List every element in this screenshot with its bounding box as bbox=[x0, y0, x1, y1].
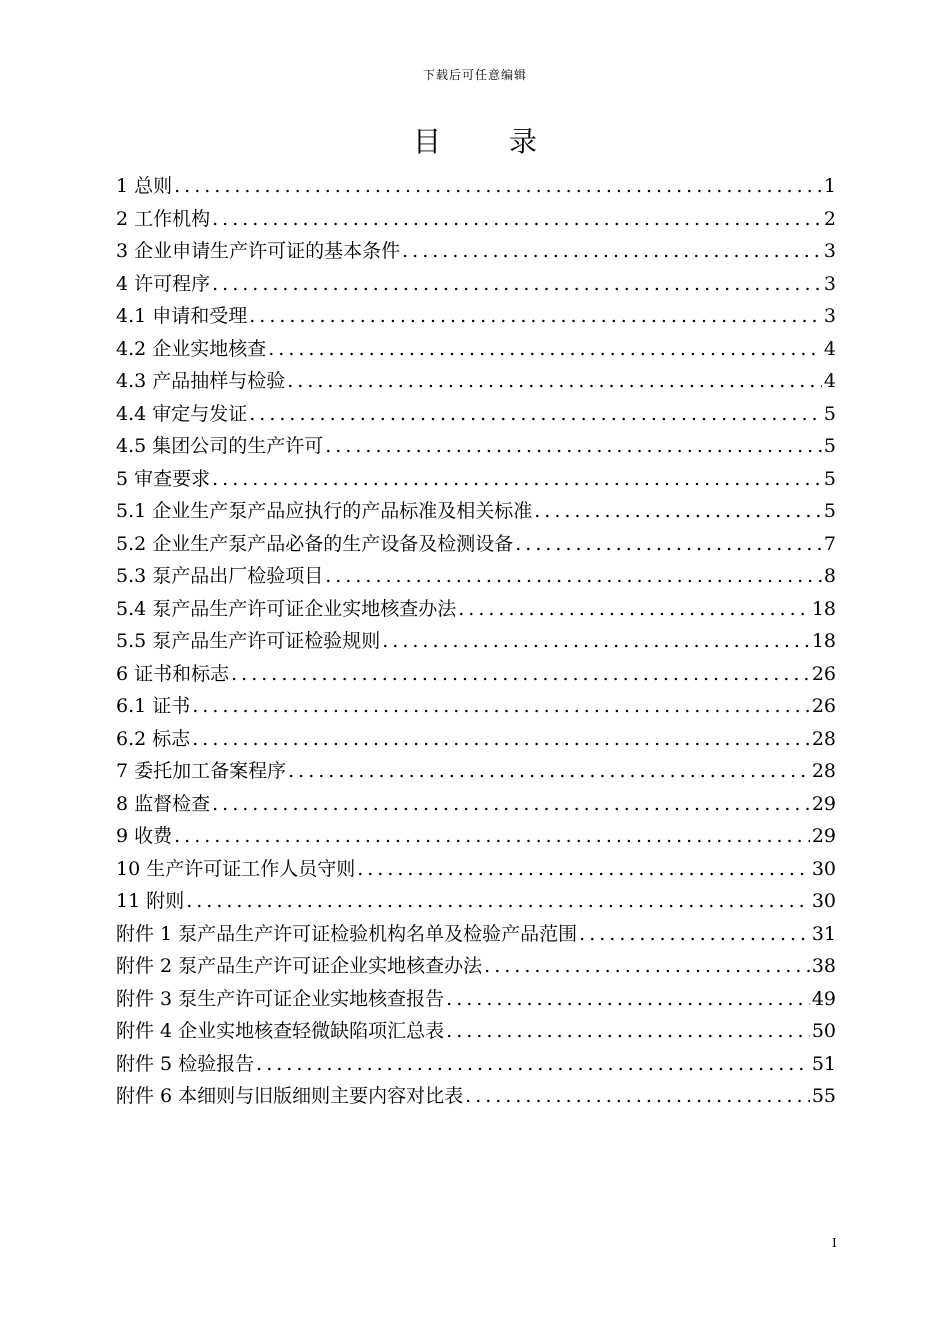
toc-entry-page-number: 5 bbox=[823, 402, 836, 425]
toc-dot-leader bbox=[212, 203, 822, 236]
toc-entry[interactable] bbox=[116, 170, 836, 203]
toc-entry-page-number: 28 bbox=[811, 760, 836, 782]
toc-entry[interactable] bbox=[116, 918, 836, 951]
toc-entry[interactable] bbox=[116, 398, 836, 431]
toc-entry-label: 4.2 企业实地核查 bbox=[116, 337, 267, 360]
toc-entry-label: 6 证书和标志 bbox=[116, 662, 230, 685]
toc-entry-page-number: 55 bbox=[811, 1085, 836, 1107]
toc-entry-label: 6.2 标志 bbox=[116, 727, 191, 750]
title-char-left: 目 bbox=[412, 125, 441, 158]
toc-dot-leader bbox=[256, 1048, 810, 1081]
toc-entry[interactable] bbox=[116, 495, 836, 528]
toc-entry-label: 5.3 泵产品出厂检验项目 bbox=[116, 565, 324, 587]
toc-entry[interactable] bbox=[116, 853, 836, 886]
toc-entry-page-number: 2 bbox=[823, 207, 836, 230]
toc-dot-leader bbox=[268, 333, 822, 366]
toc-entry[interactable] bbox=[116, 690, 836, 723]
page-number-footer: I bbox=[832, 1236, 837, 1250]
toc-entry-page-number: 3 bbox=[823, 272, 836, 295]
toc-entry-label: 5.1 企业生产泵产品应执行的产品标准及相关标准 bbox=[116, 500, 533, 522]
title-char-right: 录 bbox=[509, 125, 538, 158]
toc-dot-leader bbox=[465, 1080, 810, 1113]
toc-entry[interactable] bbox=[116, 593, 836, 626]
toc-entry-label: 5 审查要求 bbox=[116, 467, 211, 490]
toc-dot-leader bbox=[287, 365, 822, 398]
toc-entry-page-number: 28 bbox=[811, 727, 836, 750]
toc-dot-leader bbox=[325, 560, 822, 593]
toc-entry[interactable] bbox=[116, 658, 836, 691]
toc-entry-page-number: 49 bbox=[811, 987, 836, 1010]
toc-entry[interactable] bbox=[116, 365, 836, 398]
page-title bbox=[0, 120, 950, 160]
toc-dot-leader bbox=[515, 528, 822, 561]
toc-entry-label: 1 总则 bbox=[116, 175, 173, 197]
toc-entry-page-number: 29 bbox=[811, 825, 836, 847]
toc-entry[interactable] bbox=[116, 333, 836, 366]
toc-entry[interactable] bbox=[116, 820, 836, 853]
toc-entry[interactable] bbox=[116, 268, 836, 301]
toc-entry-page-number: 50 bbox=[811, 1020, 836, 1042]
toc-entry-page-number: 38 bbox=[811, 955, 836, 977]
toc-entry-label: 5.4 泵产品生产许可证企业实地核查办法 bbox=[116, 597, 457, 620]
toc-entry[interactable] bbox=[116, 788, 836, 821]
toc-dot-leader bbox=[579, 918, 810, 951]
toc-entry-label: 9 收费 bbox=[116, 825, 173, 847]
toc-entry-page-number: 51 bbox=[811, 1052, 836, 1075]
toc-entry-page-number: 3 bbox=[823, 240, 836, 262]
toc-entry[interactable] bbox=[116, 1048, 836, 1081]
toc-entry-label: 5.2 企业生产泵产品必备的生产设备及检测设备 bbox=[116, 532, 514, 555]
toc-entry[interactable] bbox=[116, 723, 836, 756]
toc-entry-page-number: 3 bbox=[823, 305, 836, 327]
toc-entry-label: 附件 3 泵生产许可证企业实地核查报告 bbox=[116, 987, 445, 1010]
toc-entry-page-number: 30 bbox=[811, 890, 836, 912]
toc-entry[interactable] bbox=[116, 1080, 836, 1113]
toc-entry-label: 附件 4 企业实地核查轻微缺陷项汇总表 bbox=[116, 1020, 445, 1042]
toc-entry-label: 8 监督检查 bbox=[116, 792, 211, 815]
toc-entry[interactable] bbox=[116, 300, 836, 333]
toc-dot-leader bbox=[249, 300, 822, 333]
toc-dot-leader bbox=[249, 398, 822, 431]
toc-dot-leader bbox=[288, 755, 810, 788]
toc-entry-label: 附件 5 检验报告 bbox=[116, 1052, 255, 1075]
toc-entry-label: 6.1 证书 bbox=[116, 695, 191, 717]
toc-entry-label: 4.1 申请和受理 bbox=[116, 305, 248, 327]
toc-entry-label: 附件 2 泵产品生产许可证企业实地核查办法 bbox=[116, 955, 483, 977]
toc-dot-leader bbox=[212, 788, 810, 821]
table-of-contents bbox=[116, 170, 836, 1113]
toc-entry[interactable] bbox=[116, 885, 836, 918]
toc-entry[interactable] bbox=[116, 430, 836, 463]
toc-dot-leader bbox=[192, 723, 810, 756]
toc-entry-page-number: 18 bbox=[811, 630, 836, 652]
toc-entry-label: 附件 6 本细则与旧版细则主要内容对比表 bbox=[116, 1085, 464, 1107]
toc-dot-leader bbox=[446, 983, 810, 1016]
toc-entry-label: 2 工作机构 bbox=[116, 207, 211, 230]
toc-dot-leader bbox=[458, 593, 810, 626]
toc-entry-page-number: 30 bbox=[811, 857, 836, 880]
toc-entry-page-number: 4 bbox=[823, 370, 836, 392]
toc-entry[interactable] bbox=[116, 950, 836, 983]
toc-entry[interactable] bbox=[116, 203, 836, 236]
toc-entry-page-number: 18 bbox=[811, 597, 836, 620]
toc-dot-leader bbox=[212, 463, 822, 496]
toc-entry-page-number: 5 bbox=[823, 435, 836, 457]
toc-dot-leader bbox=[446, 1015, 810, 1048]
toc-entry-label: 4.3 产品抽样与检验 bbox=[116, 370, 286, 392]
toc-entry-page-number: 5 bbox=[823, 500, 836, 522]
toc-entry-page-number: 5 bbox=[823, 467, 836, 490]
toc-dot-leader bbox=[212, 268, 822, 301]
toc-dot-leader bbox=[192, 690, 810, 723]
toc-dot-leader bbox=[325, 430, 822, 463]
toc-entry[interactable] bbox=[116, 625, 836, 658]
toc-dot-leader bbox=[484, 950, 810, 983]
toc-entry-label: 附件 1 泵产品生产许可证检验机构名单及检验产品范围 bbox=[116, 922, 578, 945]
toc-entry-page-number: 29 bbox=[811, 792, 836, 815]
toc-dot-leader bbox=[174, 820, 810, 853]
toc-entry-page-number: 7 bbox=[823, 532, 836, 555]
toc-dot-leader bbox=[174, 170, 822, 203]
toc-entry[interactable] bbox=[116, 528, 836, 561]
toc-dot-leader bbox=[402, 235, 822, 268]
toc-entry-label: 3 企业申请生产许可证的基本条件 bbox=[116, 240, 401, 262]
toc-entry-label: 4.4 审定与发证 bbox=[116, 402, 248, 425]
toc-entry-page-number: 26 bbox=[811, 662, 836, 685]
toc-entry-label: 10 生产许可证工作人员守则 bbox=[116, 857, 356, 880]
toc-entry-label: 4 许可程序 bbox=[116, 272, 211, 295]
toc-entry-page-number: 1 bbox=[823, 175, 836, 197]
toc-dot-leader bbox=[382, 625, 810, 658]
toc-entry[interactable] bbox=[116, 755, 836, 788]
toc-entry-page-number: 4 bbox=[823, 337, 836, 360]
toc-dot-leader bbox=[357, 853, 810, 886]
toc-entry-page-number: 31 bbox=[811, 922, 836, 945]
toc-dot-leader bbox=[186, 885, 810, 918]
toc-dot-leader bbox=[231, 658, 810, 691]
toc-entry-label: 7 委托加工备案程序 bbox=[116, 760, 287, 782]
toc-entry-label: 11 附则 bbox=[116, 890, 185, 912]
toc-entry[interactable] bbox=[116, 235, 836, 268]
toc-entry[interactable] bbox=[116, 463, 836, 496]
toc-entry-label: 4.5 集团公司的生产许可 bbox=[116, 435, 324, 457]
toc-entry-page-number: 26 bbox=[811, 695, 836, 717]
toc-entry[interactable] bbox=[116, 560, 836, 593]
toc-entry[interactable] bbox=[116, 1015, 836, 1048]
toc-entry-page-number: 8 bbox=[823, 565, 836, 587]
page-header: 下载后可任意编辑 bbox=[422, 68, 527, 82]
toc-entry[interactable] bbox=[116, 983, 836, 1016]
toc-entry-label: 5.5 泵产品生产许可证检验规则 bbox=[116, 630, 381, 652]
toc-dot-leader bbox=[534, 495, 822, 528]
